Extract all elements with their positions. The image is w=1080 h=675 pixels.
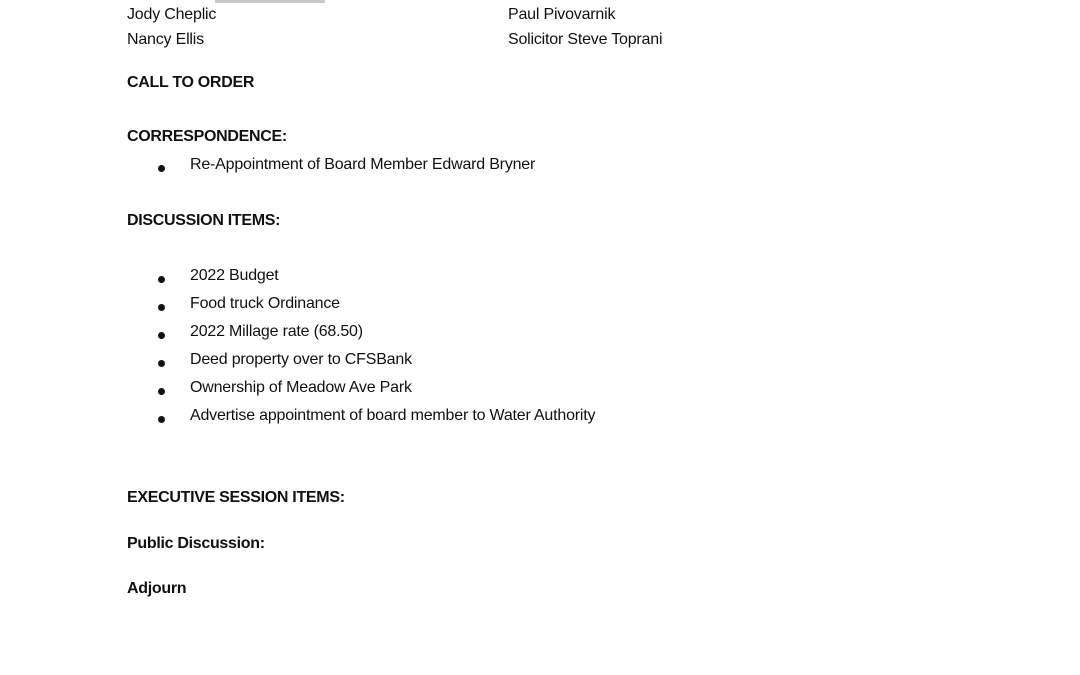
adjourn-heading: Adjourn <box>127 580 187 597</box>
bullet-icon <box>158 304 165 311</box>
bullet-icon <box>158 360 165 367</box>
list-item-text: Food truck Ordinance <box>190 295 340 312</box>
member-name: Solicitor Steve Toprani <box>508 31 663 48</box>
bullet-icon <box>158 388 165 395</box>
list-item-text: 2022 Budget <box>190 267 279 284</box>
list-item-text: Advertise appointment of board member to Water Authority <box>190 407 596 424</box>
bullet-icon <box>158 332 165 339</box>
bullet-icon <box>158 276 165 283</box>
list-item-text: Ownership of Meadow Ave Park <box>190 379 412 396</box>
public-discussion-heading: Public Discussion: <box>127 535 265 552</box>
call-to-order-heading: CALL TO ORDER <box>127 74 255 91</box>
member-name: Paul Pivovarnik <box>508 6 616 23</box>
cropped-text-fragment <box>215 0 325 3</box>
bullet-icon <box>158 165 165 172</box>
list-item-text: Deed property over to CFSBank <box>190 351 412 368</box>
bullet-icon <box>158 416 165 423</box>
correspondence-heading: CORRESPONDENCE: <box>127 128 287 145</box>
discussion-items-heading: DISCUSSION ITEMS: <box>127 212 281 229</box>
list-item-text: 2022 Millage rate (68.50) <box>190 323 363 340</box>
member-name: Nancy Ellis <box>127 31 204 48</box>
list-item-text: Re-Appointment of Board Member Edward Bryner <box>190 156 536 173</box>
executive-session-heading: EXECUTIVE SESSION ITEMS: <box>127 489 345 506</box>
member-name: Jody Cheplic <box>127 6 217 23</box>
